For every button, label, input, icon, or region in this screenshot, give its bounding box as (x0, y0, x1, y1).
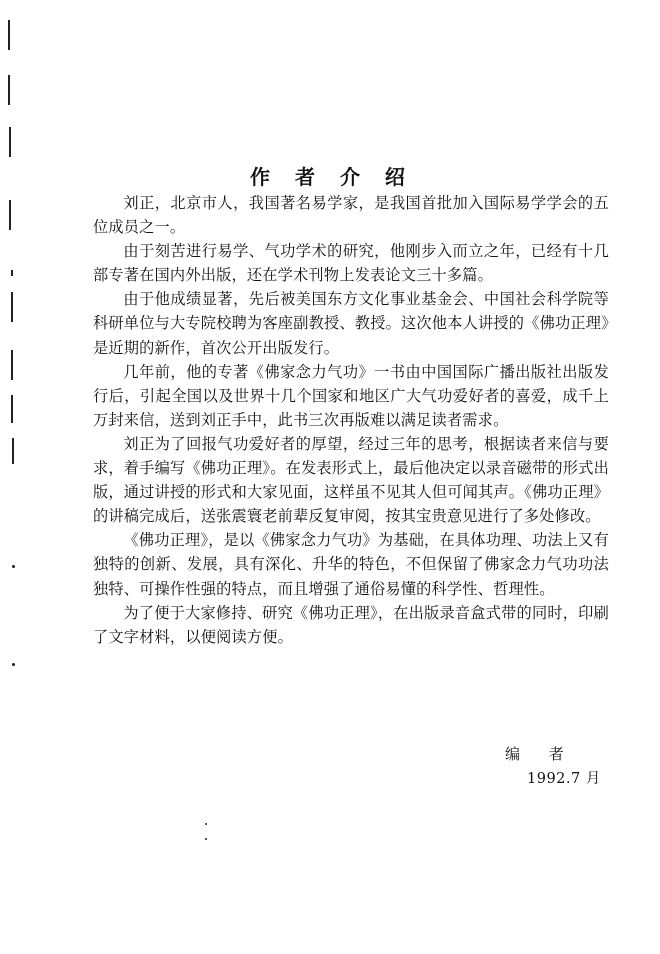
scan-speck (205, 838, 207, 840)
scan-edge-mark (11, 292, 13, 322)
paragraph: 《佛功正理》，是以《佛家念力气功》为基础，在具体功理、功法上又有独特的创新、发展，具有深化、升华的特色，不但保留了佛家念力气功功法独特、可操作性强的特点，而且增强了通俗易懂的科学性、哲理性。 (93, 531, 609, 598)
paragraph: 几年前，他的专著《佛家念力气功》一书由中国国际广播出版社出版发行后，引起全国以及世界十几个国家和地区广大气功爱好者的喜爱，成千上万封来信，送到刘正手中，此书三次再版难以满足读者需求。 (93, 362, 609, 429)
scan-edge-mark (12, 438, 14, 464)
scan-edge-mark (8, 75, 10, 105)
scan-speck (12, 565, 15, 568)
paragraph: 由于刻苦进行易学、气功学术的研究，他刚步入而立之年，已经有十几部专著在国内外出版，还在学术刊物上发表论文三十多篇。 (93, 242, 609, 285)
scan-edge-mark (9, 200, 11, 230)
body-text (93, 191, 609, 649)
scan-speck (12, 663, 15, 666)
scan-edge-mark (9, 127, 11, 157)
scan-edge-mark (11, 395, 13, 423)
scan-speck (205, 823, 207, 825)
paragraph: 刘正，北京市人，我国著名易学家，是我国首批加入国际易学学会的五位成员之一。 (93, 194, 609, 237)
scan-edge-mark (11, 270, 13, 276)
scan-edge-mark (8, 20, 10, 50)
date: 1992.7 月 (527, 771, 601, 787)
page-title: 作 者 介 绍 (250, 165, 414, 190)
paragraph: 由于他成绩显著，先后被美国东方文化事业基金会、中国社会科学院等科研单位与大专院校聘为客座副教授、教授。这次他本人讲授的《佛功正理》是近期的新作，首次公开出版发行。 (93, 290, 609, 357)
paragraph: 为了便于大家修持、研究《佛功正理》，在出版录音盒式带的同时，印刷了文字材料，以便阅读方便。 (93, 603, 609, 646)
paragraph: 刘正为了回报气功爱好者的厚望，经过三年的思考，根据读者来信与要求，着手编写《佛功正理》。在发表形式上，最后他决定以录音磁带的形式出版，通过讲授的形式和大家见面，这样虽不见其人但可闻其声。《佛功正理》的讲稿完成后，送张震寰老前辈反复审阅，按其宝贵意见进行了多处修改。 (93, 434, 609, 526)
scan-edge-mark (11, 350, 13, 380)
signature: 编 者 (505, 745, 576, 763)
